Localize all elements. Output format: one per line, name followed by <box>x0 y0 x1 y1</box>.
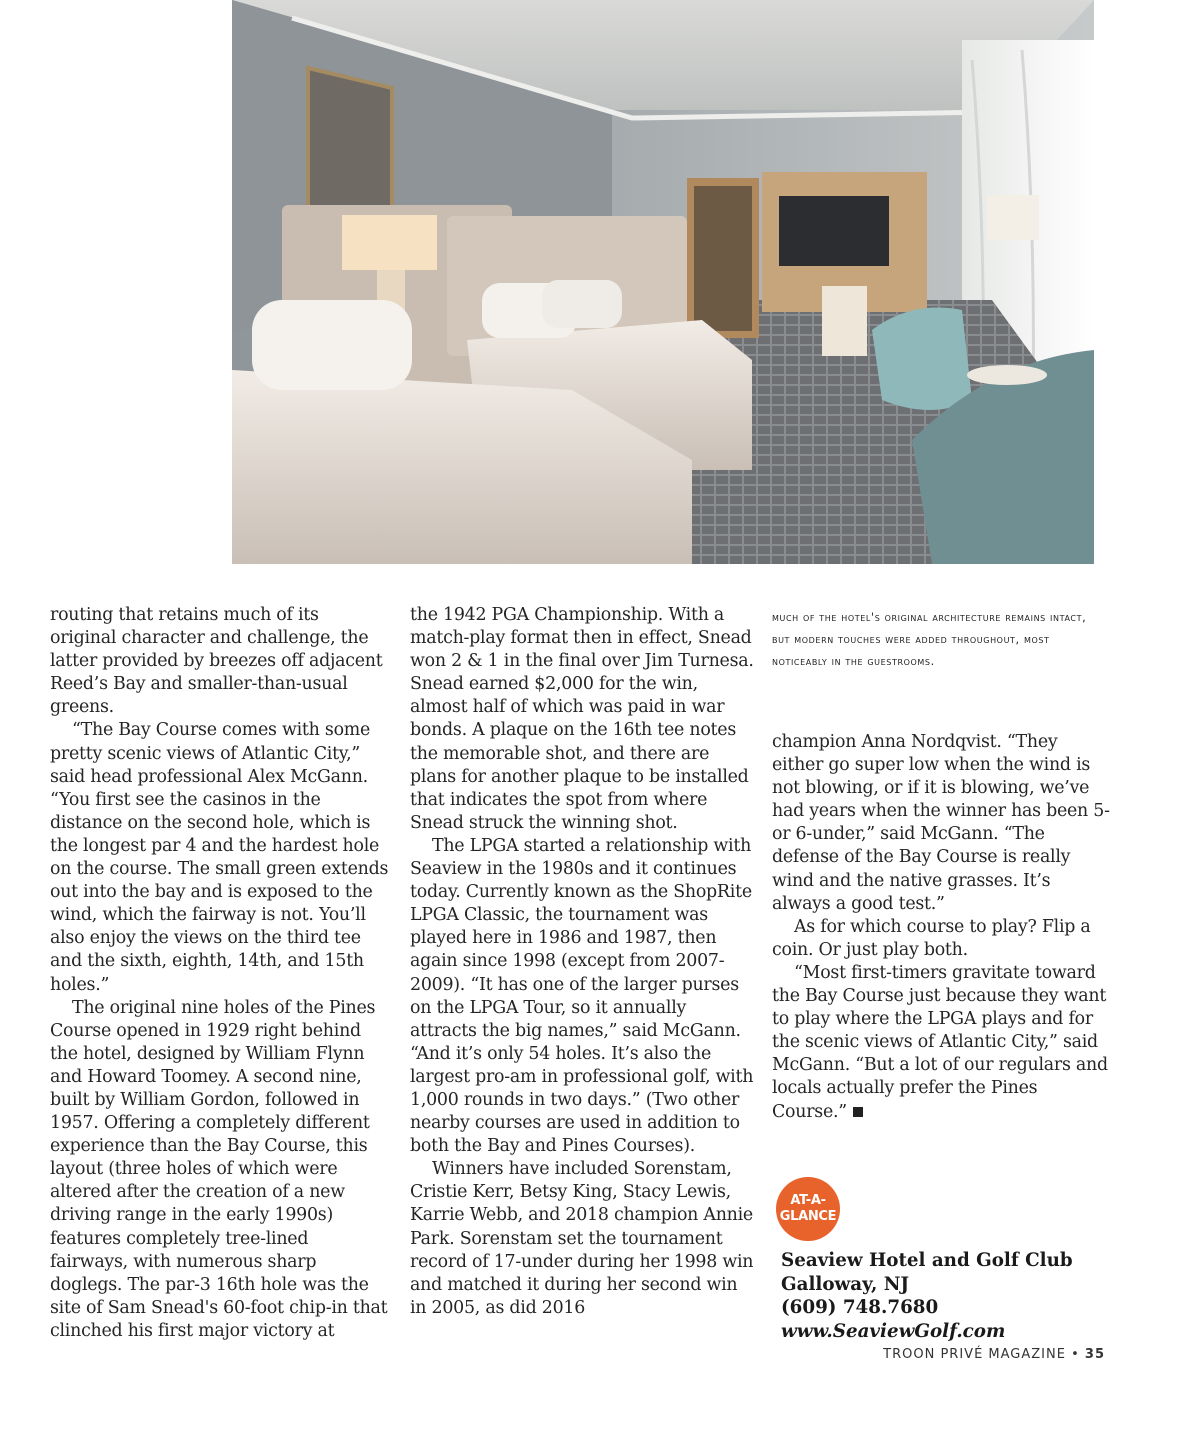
paragraph: routing that retains much of its original character and challenge, the latter provided by breezes off adjacent Reed’s Bay and smaller-than-usual greens. <box>50 605 383 718</box>
club-name: Seaview Hotel and Golf Club <box>781 1250 1073 1271</box>
paragraph: champion Anna Nordqvist. “They either go super low when the wind is not blowing, or if it is blowing, we’ve had years when the winner has been 5- or 6-under,” said McGann. “The defense of the Bay Course is really wind and the native grasses. It’s always a good test.” <box>772 732 1110 914</box>
article-column-1 <box>50 604 390 1343</box>
paragraph: As for which course to play? Flip a coin. Or just play both. <box>772 916 1091 960</box>
club-location: Galloway, NJ <box>781 1273 910 1295</box>
page-footer <box>883 1347 1105 1362</box>
magazine-name: TROON PRIVÉ MAGAZINE <box>883 1347 1066 1362</box>
at-a-glance-badge <box>776 1177 840 1241</box>
footer-separator: • <box>1071 1347 1080 1362</box>
guestroom-illustration <box>232 0 1094 564</box>
paragraph: “The Bay Course comes with some pretty scenic views of Atlantic City,” said head professional Alex McGann. “You first see the casinos in the distance on the second hole, which is the longest par 4 and the hardest hole on the course. The small green extends out into the bay and is exposed to the wind, which the fairway is not. You’ll also enjoy the views on the third tee and the sixth, eighth, 14th, and 15th holes.” <box>50 720 389 995</box>
article-column-2 <box>410 604 755 1320</box>
club-phone[interactable]: (609) 748.7680 <box>781 1297 939 1318</box>
at-a-glance-info <box>781 1249 1111 1343</box>
badge-line-2: GLANCE <box>779 1209 837 1224</box>
paragraph: the 1942 PGA Championship. With a match-play format then in effect, Snead won 2 & 1 in the final over Jim Turnesa. Snead earned $2,000 for the win, almost half of which was paid in war bonds. A plaque on the 16th tee notes the memorable shot, and there are plans for another plaque to be installed that indicates the spot from where Snead struck the winning shot. <box>410 605 754 833</box>
page-number: 35 <box>1084 1347 1105 1362</box>
paragraph: The original nine holes of the Pines Course opened in 1929 right behind the hotel, designed by William Flynn and Howard Toomey. A second nine, built by William Gordon, followed in 1957. Offering a completely different experience than the Bay Course, this layout (three holes of which were altered after the creation of a new driving range in the early 1990s) features completely tree-lined fairways, with numerous sharp doglegs. The par-3 16th hole was the site of Sam Snead's 60-foot chip-in that clinched his first major victory at <box>50 997 388 1341</box>
paragraph-text: “Most first-timers gravitate toward the Bay Course just because they want to play where the LPGA plays and for the scenic views of Atlantic City,” said McGann. “But a lot of our regulars and locals actually prefer the Pines Course.” <box>772 962 1108 1122</box>
hotel-room-photo <box>232 0 1094 564</box>
end-of-article-mark <box>853 1107 863 1117</box>
club-website-link[interactable]: www.SeaviewGolf.com <box>781 1320 1006 1342</box>
paragraph: The LPGA started a relationship with Seaview in the 1980s and it continues today. Currently known as the ShopRite LPGA Classic, the tournament was played here in 1986 and 1987, then again since 1998 (except from 2007-2009). “It has one of the larger purses on the LPGA Tour, so it annually attracts the big names,” said McGann. “And it’s only 54 holes. It’s also the largest pro-am in professional golf, with 1,000 rounds in two days.” (Two other nearby courses are used in addition to both the Bay and Pines Courses). <box>410 835 754 1157</box>
badge-line-1: AT-A- <box>790 1193 826 1208</box>
article-column-3 <box>772 731 1112 1124</box>
photo-caption: much of the hotel's original architecture remains intact, but modern touches were added throughout, most noticeably in the guestrooms. <box>772 610 1087 668</box>
paragraph: Winners have included Sorenstam, Cristie Kerr, Betsy King, Stacy Lewis, Karrie Webb, and 2018 champion Annie Park. Sorenstam set the tournament record of 17-under during her 1998 win and matched it during her second win in 2005, as did 2016 <box>410 1159 754 1318</box>
paragraph <box>772 962 1112 1124</box>
